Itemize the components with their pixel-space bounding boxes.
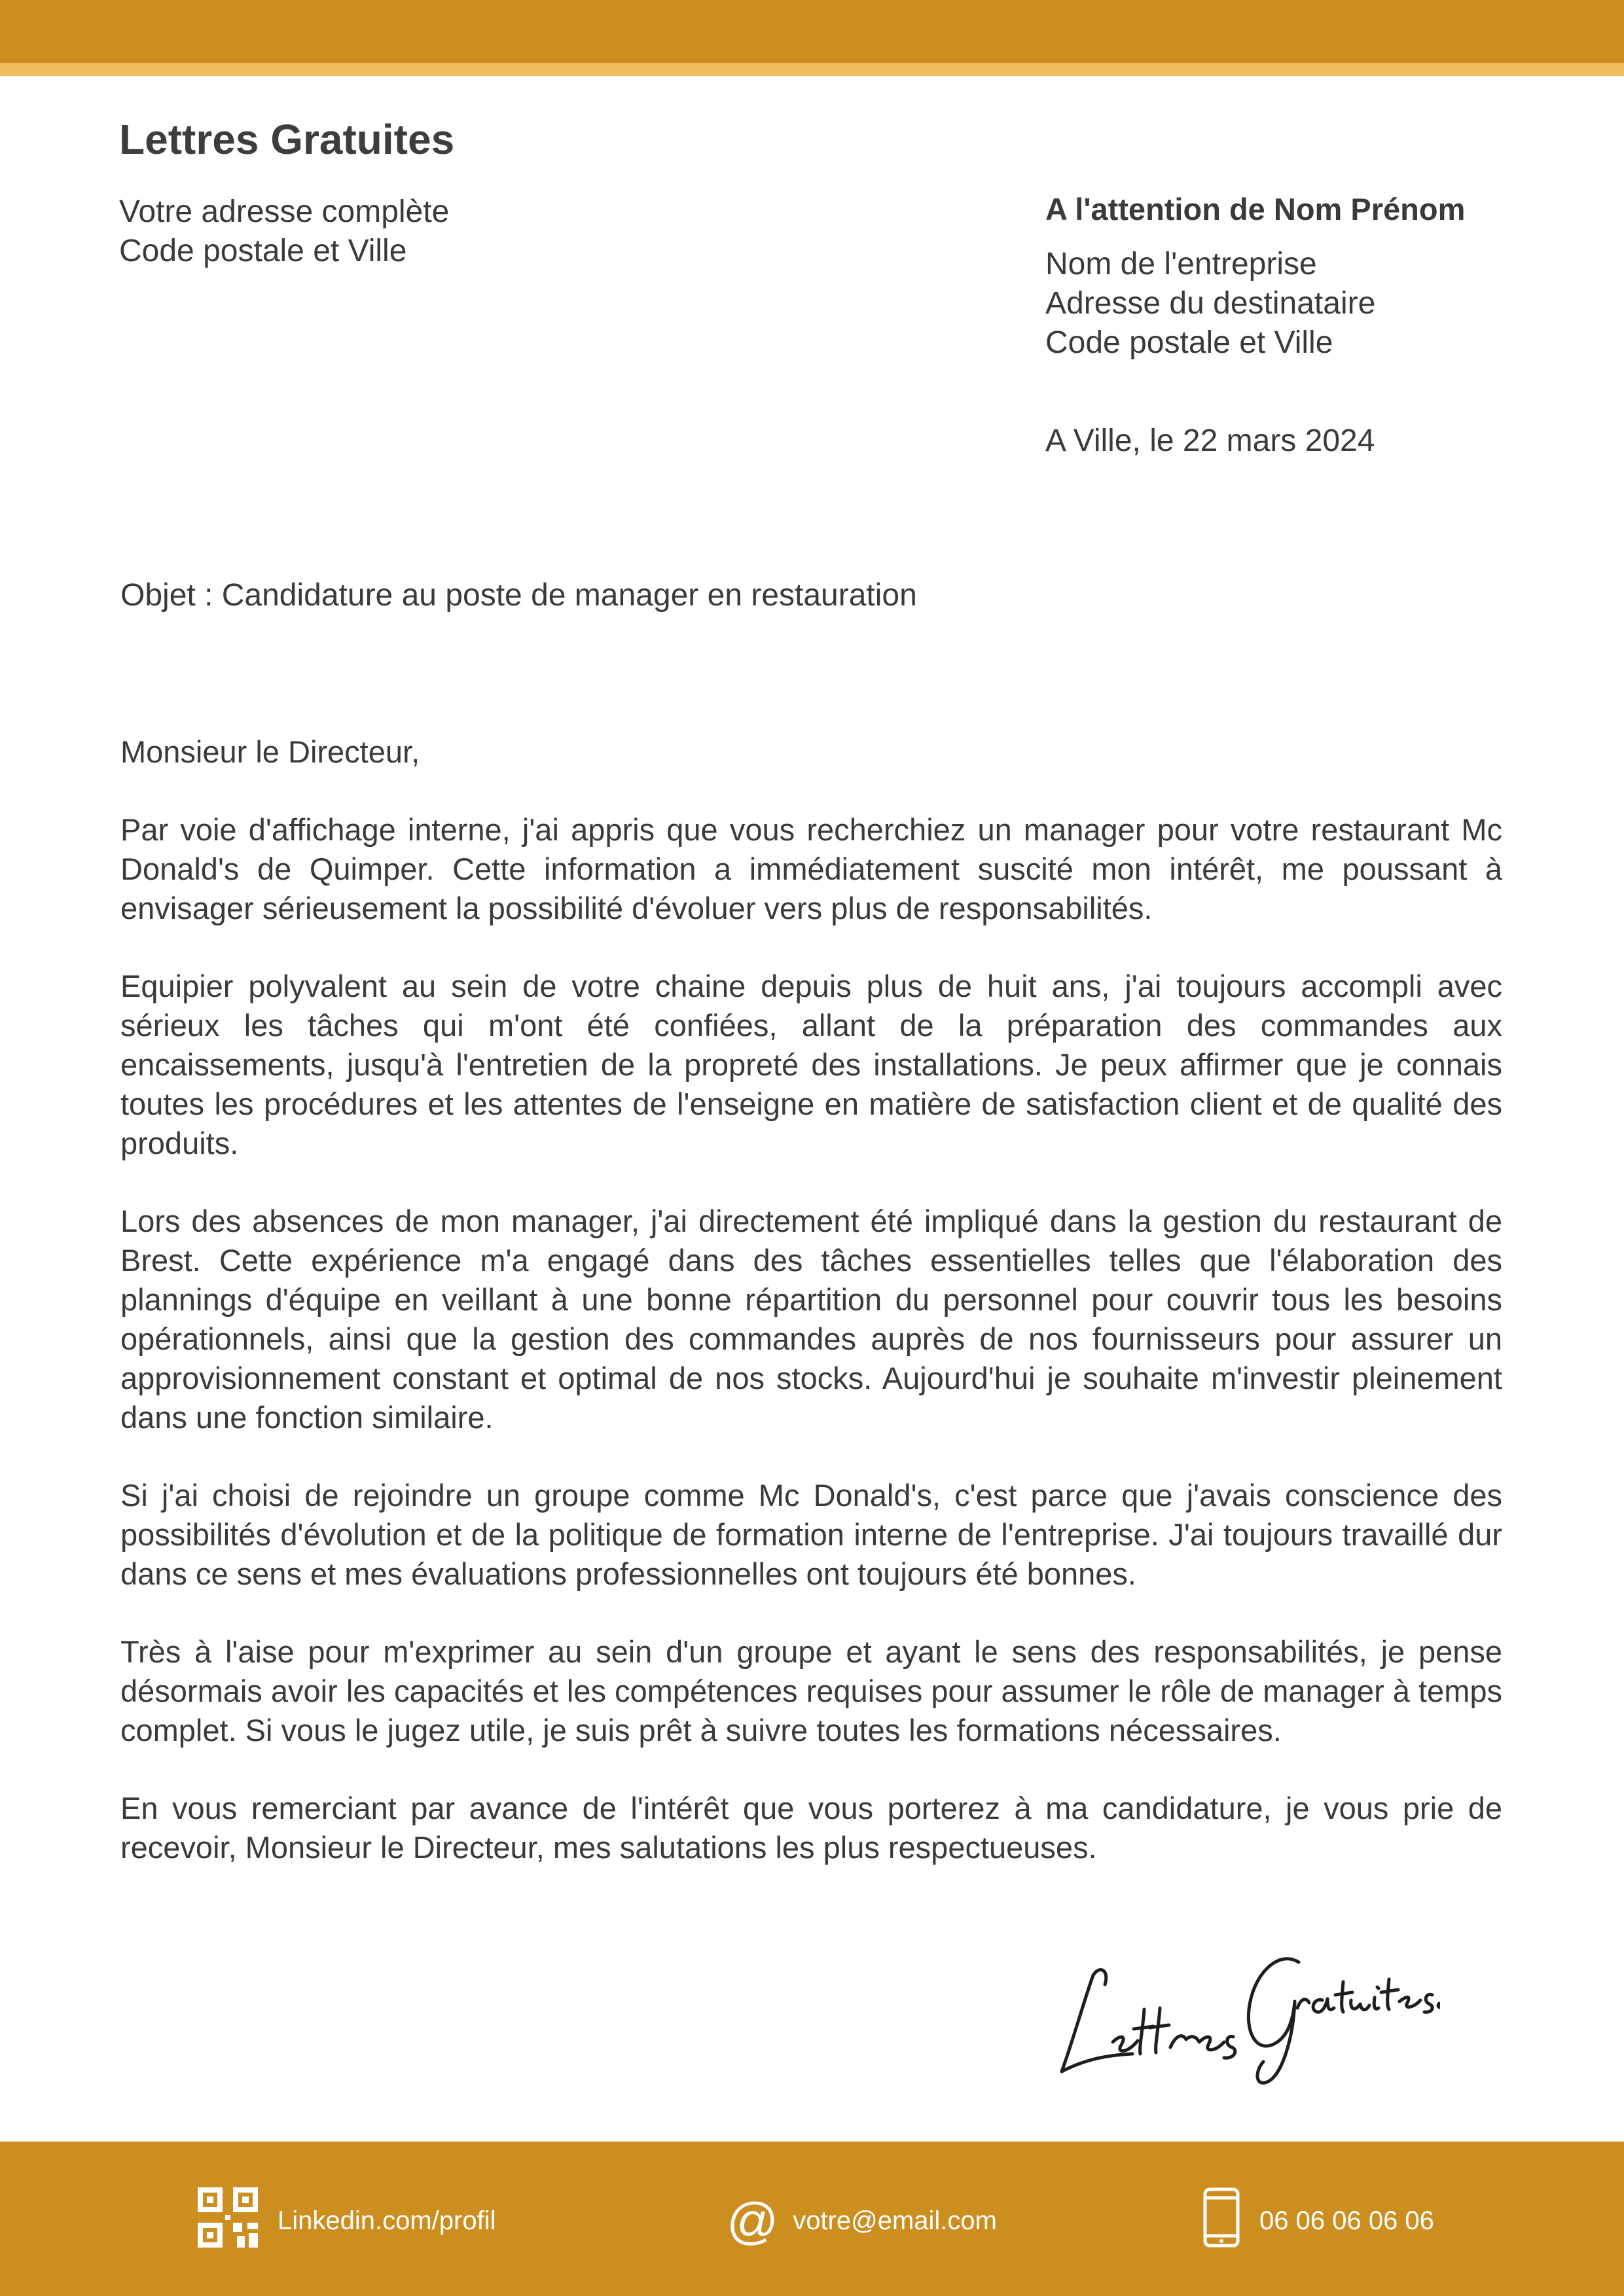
body-paragraph: Par voie d'affichage interne, j'ai appris que vous recherchiez un manager pour votre restaurant Mc Donald's de Quimper. Cette information a immédiatement suscité mon intérêt, me poussant à envisager sérieusement la possibilité d'évoluer vers plus de responsabilités. — [120, 812, 1502, 925]
phone-text: 06 06 06 06 06 — [1259, 2206, 1434, 2235]
letter-body — [120, 732, 1502, 1906]
header-stripe — [0, 63, 1624, 76]
qr-code-icon — [198, 2187, 258, 2254]
letter-date: A Ville, le 22 mars 2024 — [1045, 423, 1375, 458]
footer-email[interactable] — [727, 2193, 997, 2249]
footer-band — [0, 2142, 1624, 2296]
mobile-phone-icon — [1203, 2187, 1240, 2254]
letter-object: Objet : Candidature au poste de manager en restauration — [120, 578, 917, 613]
recipient-city: Code postale et Ville — [1045, 325, 1333, 360]
body-paragraph: Si j'ai choisi de rejoindre un groupe comme Mc Donald's, c'est parce que j'avais conscience des possibilités d'évolution et de la politique de formation interne de l'entreprise. J'ai toujours travaillé dur dans ce sens et mes évaluations professionnelles ont toujours été bonnes. — [120, 1478, 1502, 1591]
recipient-address: Adresse du destinataire — [1045, 286, 1376, 321]
recipient-company: Nom de l'entreprise — [1045, 247, 1317, 281]
body-paragraph: Très à l'aise pour m'exprimer au sein d'un groupe et ayant le sens des responsabilités, je pense désormais avoir les capacités et les compétences requises pour assumer le rôle de manager à temps complet. Si vous le jugez utile, je suis prêt à suivre toutes les formations nécessaires. — [120, 1634, 1502, 1748]
at-sign-icon: @ — [727, 2192, 779, 2250]
body-paragraph: Lors des absences de mon manager, j'ai directement été impliqué dans la gestion du restaurant de Brest. Cette expérience m'a engagé dans des tâches essentielles telles que l'élaboration des plannings d'équipe en veillant à une bonne répartition du personnel pour couvrir tous les besoins opérationnels, ainsi que la gestion des commandes auprès de nos fournisseurs pour assurer un approvisionnement constant et optimal de nos stocks. Aujourd'hui je souhaite m'investir pleinement dans une fonction similaire. — [120, 1204, 1502, 1435]
letter-greeting: Monsieur le Directeur, — [120, 734, 420, 769]
sender-city: Code postale et Ville — [119, 234, 407, 268]
sender-block — [119, 192, 449, 271]
footer-phone[interactable] — [1203, 2193, 1434, 2249]
body-paragraph: Equipier polyvalent au sein de votre chaine depuis plus de huit ans, j'ai toujours accompli avec sérieux les tâches qui m'ont été confiées, allant de la préparation des commandes aux encaissements, jusqu'à l'entretien de la propreté des installations. Je peux affirmer que je connais toutes les procédures et les attentes de l'enseigne en matière de satisfaction client et de qualité des produits. — [120, 969, 1502, 1160]
handwritten-signature — [1047, 1924, 1440, 2094]
recipient-block — [1045, 190, 1465, 363]
recipient-attention: A l'attention de Nom Prénom — [1045, 192, 1466, 226]
email-text: votre@email.com — [793, 2206, 997, 2235]
brand-title: Lettres Gratuites — [119, 116, 455, 163]
sender-address: Votre adresse complète — [119, 194, 450, 229]
linkedin-text: Linkedin.com/profil — [278, 2206, 496, 2235]
body-paragraph: En vous remerciant par avance de l'intérêt que vous porterez à ma candidature, je vous prie de recevoir, Monsieur le Directeur, mes salutations les plus respectueuses. — [120, 1791, 1502, 1865]
header-band — [0, 0, 1624, 63]
footer-linkedin[interactable] — [198, 2193, 496, 2249]
